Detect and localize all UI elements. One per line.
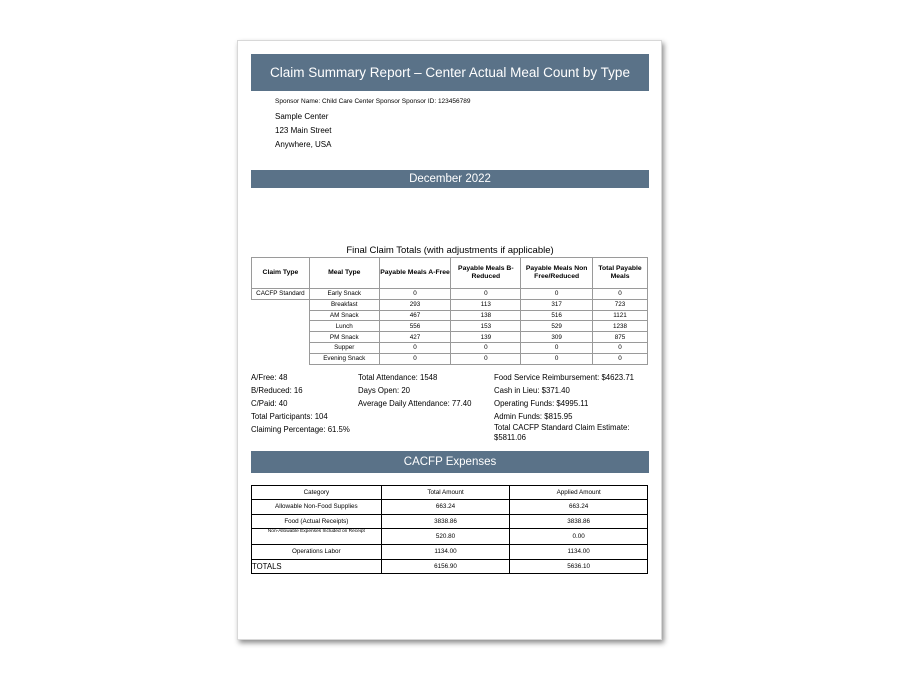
total-cell: 0 xyxy=(593,342,648,353)
applied-amount-cell: 3838.86 xyxy=(510,514,648,529)
b-reduced-cell: 113 xyxy=(451,299,521,310)
table-row xyxy=(252,310,648,321)
header-non-free-reduced: Payable Meals Non Free/Reduced xyxy=(521,258,593,289)
applied-amount-cell: 1134.00 xyxy=(510,545,648,560)
stat-days-open: Days Open: 20 xyxy=(358,386,411,395)
totals-row xyxy=(252,559,648,574)
a-free-cell: 556 xyxy=(379,321,451,332)
stat-food-service-reimbursement: Food Service Reimbursement: $4623.71 xyxy=(494,373,634,382)
category-cell: Non-Allowable Expenses Included on Receipt xyxy=(252,529,382,545)
total-cell: 875 xyxy=(593,332,648,343)
table-row xyxy=(252,332,648,343)
meal-table-header-row xyxy=(252,258,648,289)
stat-total-participants: Total Participants: 104 xyxy=(251,412,328,421)
table-row xyxy=(252,529,648,545)
table-row xyxy=(252,353,648,364)
month-banner: December 2022 xyxy=(251,170,649,188)
stat-total-estimate-label: Total CACFP Standard Claim Estimate: xyxy=(494,423,630,432)
table-row xyxy=(252,342,648,353)
category-cell: Food (Actual Receipts) xyxy=(252,514,382,529)
total-amount-cell: 663.24 xyxy=(381,500,510,515)
empty-cell xyxy=(252,310,310,321)
expenses-table xyxy=(251,485,648,574)
sponsor-line: Sponsor Name: Child Care Center Sponsor Sponsor ID: 123456789 xyxy=(275,98,471,105)
table-row xyxy=(252,500,648,515)
empty-cell xyxy=(252,332,310,343)
total-amount-cell: 520.80 xyxy=(381,529,510,545)
empty-cell xyxy=(252,299,310,310)
total-cell: 0 xyxy=(593,289,648,300)
stat-a-free: A/Free: 48 xyxy=(251,373,288,382)
category-cell: Operations Labor xyxy=(252,545,382,560)
stat-total-estimate-value: $5811.06 xyxy=(494,433,526,442)
header-a-free: Payable Meals A-Free xyxy=(379,258,451,289)
non-free-cell: 0 xyxy=(521,353,593,364)
b-reduced-cell: 153 xyxy=(451,321,521,332)
header-claim-type: Claim Type xyxy=(252,258,310,289)
non-free-cell: 0 xyxy=(521,289,593,300)
final-claim-title: Final Claim Totals (with adjustments if applicable) xyxy=(346,245,554,256)
b-reduced-cell: 0 xyxy=(451,342,521,353)
totals-total-amount: 6156.90 xyxy=(381,559,510,574)
expenses-banner: CACFP Expenses xyxy=(251,451,649,473)
category-cell: Allowable Non-Food Supplies xyxy=(252,500,382,515)
total-amount-cell: 3838.86 xyxy=(381,514,510,529)
a-free-cell: 293 xyxy=(379,299,451,310)
header-applied-amount: Applied Amount xyxy=(510,486,648,500)
meal-type-cell: PM Snack xyxy=(309,332,379,343)
center-name: Sample Center xyxy=(275,112,329,121)
meal-type-cell: Lunch xyxy=(309,321,379,332)
a-free-cell: 0 xyxy=(379,289,451,300)
meal-type-cell: Breakfast xyxy=(309,299,379,310)
total-amount-cell: 1134.00 xyxy=(381,545,510,560)
totals-applied-amount: 5636.10 xyxy=(510,559,648,574)
claim-type-cell: CACFP Standard xyxy=(252,289,310,300)
non-free-cell: 529 xyxy=(521,321,593,332)
b-reduced-cell: 139 xyxy=(451,332,521,343)
stat-claiming-percentage: Claiming Percentage: 61.5% xyxy=(251,425,350,434)
table-row xyxy=(252,289,648,300)
non-free-cell: 317 xyxy=(521,299,593,310)
empty-cell xyxy=(252,321,310,332)
a-free-cell: 467 xyxy=(379,310,451,321)
stat-avg-daily-attendance: Average Daily Attendance: 77.40 xyxy=(358,399,472,408)
b-reduced-cell: 0 xyxy=(451,289,521,300)
a-free-cell: 0 xyxy=(379,342,451,353)
center-street: 123 Main Street xyxy=(275,126,332,135)
meal-count-table xyxy=(251,257,648,365)
a-free-cell: 0 xyxy=(379,353,451,364)
report-page xyxy=(237,40,662,640)
header-category: Category xyxy=(252,486,382,500)
applied-amount-cell: 663.24 xyxy=(510,500,648,515)
totals-label: TOTALS xyxy=(252,559,382,574)
a-free-cell: 427 xyxy=(379,332,451,343)
applied-amount-cell: 0.00 xyxy=(510,529,648,545)
stat-admin-funds: Admin Funds: $815.95 xyxy=(494,412,573,421)
total-cell: 1121 xyxy=(593,310,648,321)
table-row xyxy=(252,299,648,310)
meal-type-cell: Supper xyxy=(309,342,379,353)
table-row xyxy=(252,321,648,332)
stat-b-reduced: B/Reduced: 16 xyxy=(251,386,303,395)
expenses-header-row xyxy=(252,486,648,500)
table-row xyxy=(252,545,648,560)
empty-cell xyxy=(252,342,310,353)
header-b-reduced: Payable Meals B-Reduced xyxy=(451,258,521,289)
center-city: Anywhere, USA xyxy=(275,140,332,149)
table-row xyxy=(252,514,648,529)
empty-cell xyxy=(252,353,310,364)
header-meal-type: Meal Type xyxy=(309,258,379,289)
meal-type-cell: Early Snack xyxy=(309,289,379,300)
header-total-amount: Total Amount xyxy=(381,486,510,500)
meal-type-cell: Evening Snack xyxy=(309,353,379,364)
total-cell: 723 xyxy=(593,299,648,310)
b-reduced-cell: 138 xyxy=(451,310,521,321)
stat-c-paid: C/Paid: 40 xyxy=(251,399,288,408)
total-cell: 0 xyxy=(593,353,648,364)
meal-type-cell: AM Snack xyxy=(309,310,379,321)
non-free-cell: 309 xyxy=(521,332,593,343)
total-cell: 1238 xyxy=(593,321,648,332)
stat-total-attendance: Total Attendance: 1548 xyxy=(358,373,438,382)
b-reduced-cell: 0 xyxy=(451,353,521,364)
header-total-payable: Total Payable Meals xyxy=(593,258,648,289)
report-title: Claim Summary Report – Center Actual Meal Count by Type xyxy=(251,54,649,91)
non-free-cell: 0 xyxy=(521,342,593,353)
stat-operating-funds: Operating Funds: $4995.11 xyxy=(494,399,589,408)
non-free-cell: 516 xyxy=(521,310,593,321)
stat-cash-in-lieu: Cash in Lieu: $371.40 xyxy=(494,386,570,395)
